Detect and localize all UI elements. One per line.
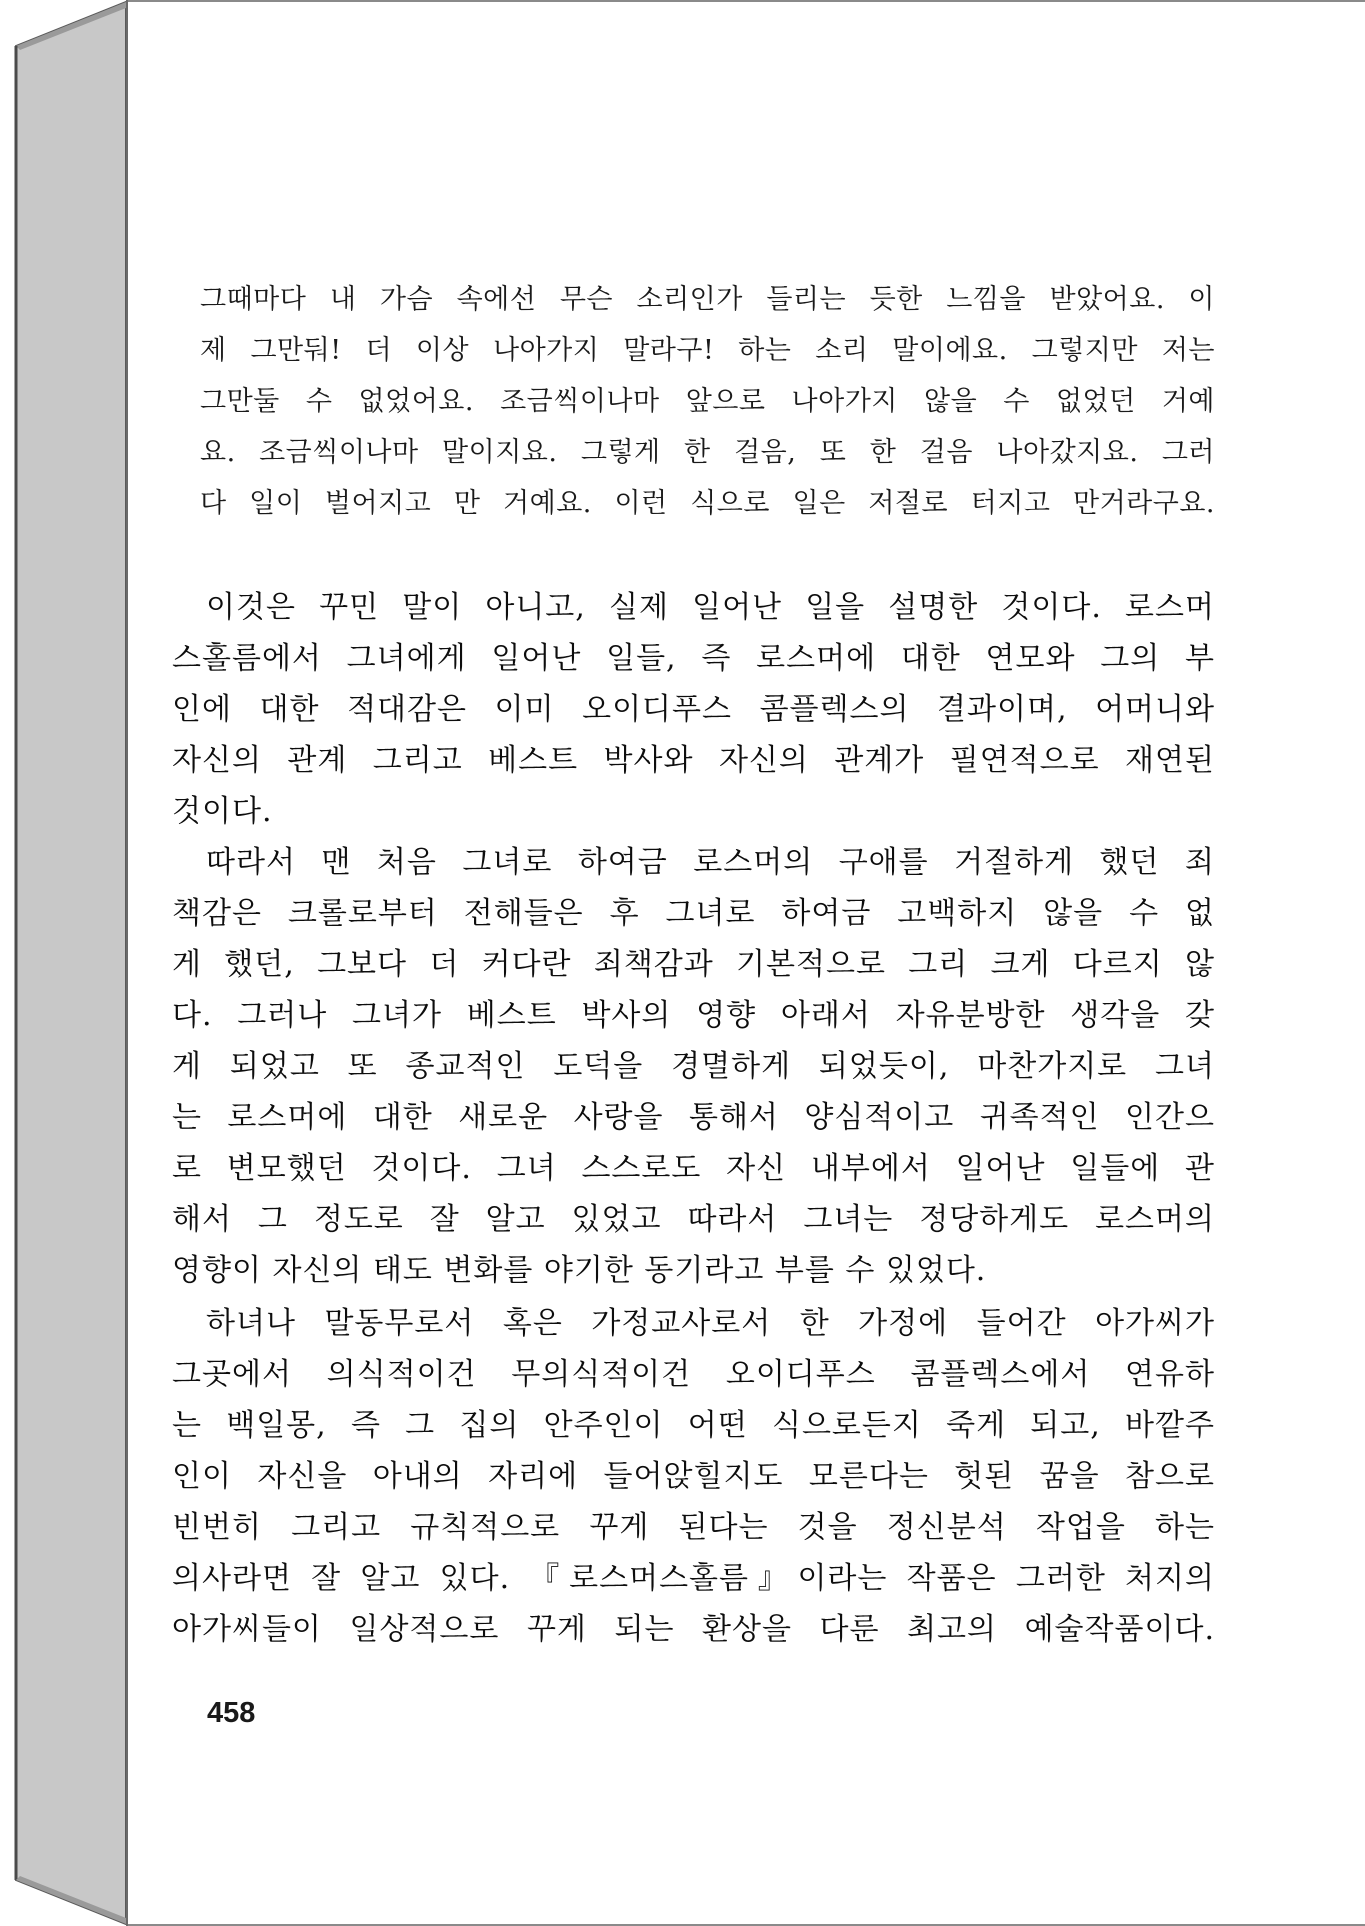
paragraph-3-line: 아가씨들이 일상적으로 꾸게 되는 환상을 다룬 최고의 예술작품이다. (172, 1612, 1215, 1647)
paragraph-2-line: 책감은 크롤로부터 전해들은 후 그녀로 하여금 고백하지 않을 수 없 (172, 896, 1215, 931)
paragraph-2-line: 다. 그러나 그녀가 베스트 박사의 영향 아래서 자유분방한 생각을 갖 (172, 998, 1215, 1033)
paragraph-1-line: 스홀름에서 그녀에게 일어난 일들, 즉 로스머에 대한 연모와 그의 부 (172, 641, 1215, 676)
paragraph-2-line: 영향이 자신의 태도 변화를 야기한 동기라고 부를 수 있었다. (172, 1253, 987, 1288)
quote-line: 요. 조금씩이나마 말이지요. 그렇게 한 걸음, 또 한 걸음 나아갔지요. 그러 (200, 437, 1215, 468)
paragraph-2-line: 로 변모했던 것이다. 그녀 스스로도 자신 내부에서 일어난 일들에 관 (172, 1151, 1215, 1186)
paragraph-1-line: 이것은 꾸민 말이 아니고, 실제 일어난 일을 설명한 것이다. 로스머 (206, 590, 1215, 625)
quote-line: 제 그만둬! 더 이상 나아가지 말라구! 하는 소리 말이에요. 그렇지만 저는 (200, 335, 1215, 366)
paragraph-2-line: 따라서 맨 처음 그녀로 하여금 로스머의 구애를 거절하게 했던 죄 (206, 845, 1215, 880)
paragraph-1-line: 인에 대한 적대감은 이미 오이디푸스 콤플렉스의 결과이며, 어머니와 (172, 692, 1215, 727)
page-top-border (128, 0, 1365, 2)
paragraph-3-line: 하녀나 말동무로서 혹은 가정교사로서 한 가정에 들어간 아가씨가 (206, 1306, 1215, 1341)
book-spine-edge (0, 0, 130, 1926)
paragraph-3-line: 빈번히 그리고 규칙적으로 꾸게 된다는 것을 정신분석 작업을 하는 (172, 1510, 1215, 1545)
paragraph-2-line: 는 로스머에 대한 새로운 사랑을 통해서 양심적이고 귀족적인 인간으 (172, 1100, 1215, 1135)
paragraph-2-line: 게 되었고 또 종교적인 도덕을 경멸하게 되었듯이, 마찬가지로 그녀 (172, 1049, 1215, 1084)
paragraph-3-line: 인이 자신을 아내의 자리에 들어앉힐지도 모른다는 헛된 꿈을 참으로 (172, 1459, 1215, 1494)
paragraph-3-line: 그곳에서 의식적이건 무의식적이건 오이디푸스 콤플렉스에서 연유하 (172, 1357, 1215, 1392)
paragraph-2-line: 게 했던, 그보다 더 커다란 죄책감과 기본적으로 그리 크게 다르지 않 (172, 947, 1215, 982)
paragraph-1-line: 것이다. (172, 794, 273, 829)
paragraph-3-line: 는 백일몽, 즉 그 집의 안주인이 어떤 식으로든지 죽게 되고, 바깥주 (172, 1408, 1215, 1443)
page-number: 458 (207, 1697, 256, 1729)
quote-line: 그만둘 수 없었어요. 조금씩이나마 앞으로 나아가지 않을 수 없었던 거예 (200, 386, 1215, 417)
paragraph-2-line: 해서 그 정도로 잘 알고 있었고 따라서 그녀는 정당하게도 로스머의 (172, 1202, 1215, 1237)
paragraph-3-line: 의사라면 잘 알고 있다. 『로스머스홀름』이라는 작품은 그러한 처지의 (172, 1561, 1215, 1596)
quote-line: 다 일이 벌어지고 만 거예요. 이런 식으로 일은 저절로 터지고 만거라구요. (200, 488, 1215, 519)
quote-line: 그때마다 내 가슴 속에선 무슨 소리인가 들리는 듯한 느낌을 받았어요. 이 (200, 284, 1215, 315)
paragraph-1-line: 자신의 관계 그리고 베스트 박사와 자신의 관계가 필연적으로 재연된 (172, 743, 1215, 778)
